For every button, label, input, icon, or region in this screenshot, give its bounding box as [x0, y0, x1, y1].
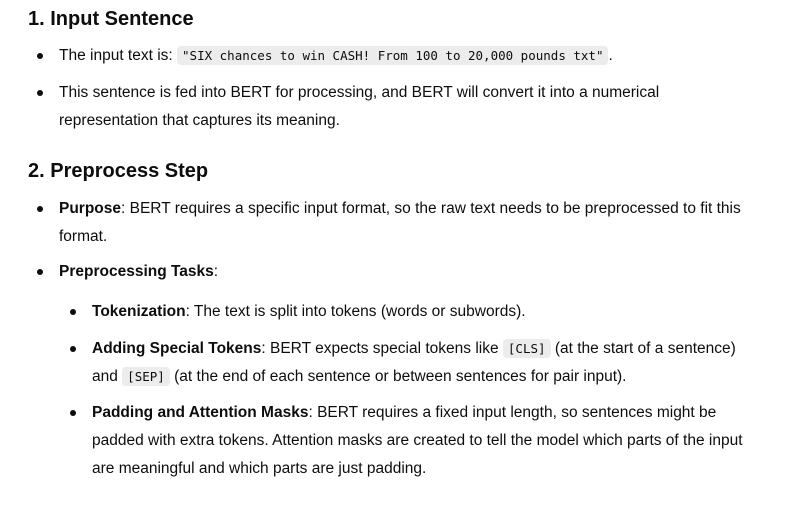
- item-text: (at the end of each sentence or between sentences for pair input).: [169, 368, 627, 385]
- item-text: The input text is:: [59, 47, 178, 64]
- inline-code: [SEP]: [122, 367, 170, 386]
- item-text: : The text is split into tokens (words or subwords).: [185, 303, 526, 320]
- item-label: Preprocessing Tasks: [59, 263, 214, 280]
- list-item: [59, 195, 749, 251]
- sub-list-item: [92, 399, 752, 483]
- section-heading-input-sentence: 1. Input Sentence: [28, 8, 194, 30]
- item-label: Tokenization: [92, 303, 186, 320]
- item-text: : BERT requires a fixed input length, so sentences might be padded with extra tokens. Attention masks are created to tell the model which parts of the input are meaningful and which parts are just padding.: [92, 404, 743, 477]
- inline-code: "SIX chances to win CASH! From 100 to 20,000 pounds txt": [177, 46, 608, 65]
- section-heading-preprocess-step: 2. Preprocess Step: [28, 160, 209, 182]
- item-text: (at the start of a sentence) and: [92, 340, 736, 385]
- item-label: Adding Special Tokens: [92, 340, 262, 357]
- item-label: Purpose: [59, 200, 122, 217]
- list-item: This sentence is fed into BERT for processing, and BERT will convert it into a numerical representation that captures its meaning.: [59, 79, 749, 135]
- list-item: [59, 42, 749, 70]
- item-label: Padding and Attention Masks: [92, 404, 309, 421]
- sub-list-item: [92, 335, 752, 391]
- item-text: : BERT expects special tokens like: [261, 340, 503, 357]
- list-item: [59, 258, 749, 286]
- item-text: : BERT requires a specific input format, so the raw text needs to be preprocessed to fit this format.: [59, 200, 741, 245]
- inline-code: [CLS]: [503, 339, 551, 358]
- sub-list-item: [92, 298, 752, 326]
- item-text: .: [608, 47, 613, 64]
- item-text: :: [213, 263, 219, 280]
